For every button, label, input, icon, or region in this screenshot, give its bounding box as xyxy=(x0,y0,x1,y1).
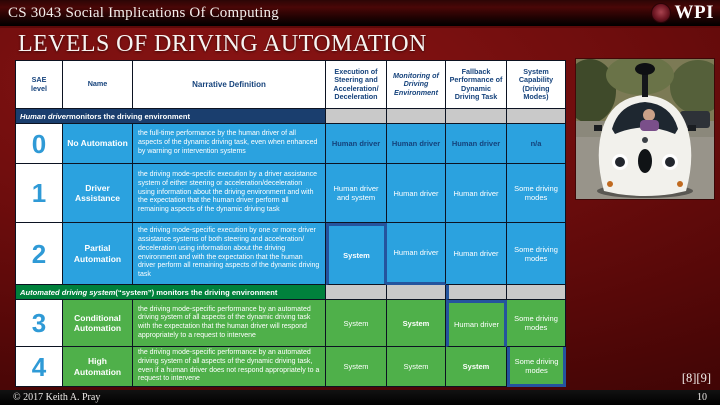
level-name: No Automation xyxy=(63,124,133,164)
front-sensor xyxy=(638,149,652,173)
level-name: Partial Automation xyxy=(63,223,133,285)
self-driving-car-illustration xyxy=(576,59,714,199)
col-header-narrative: Narrative Definition xyxy=(133,61,326,109)
cell-execution: System xyxy=(326,300,387,347)
lidar-sensor xyxy=(635,63,655,75)
section-spacer xyxy=(507,285,566,300)
cell-monitoring: Human driver xyxy=(387,164,446,223)
section-spacer xyxy=(387,285,446,300)
level-number: 2 xyxy=(16,223,63,285)
cell-monitoring: System xyxy=(387,300,446,347)
level-narrative: the driving mode-specific execution by a driver assistance system of either steering or acceleration/deceleration using information about the driving environment and with the expectation that the human driver perform all remaining aspects of the dynamic driving task xyxy=(133,164,326,223)
cell-execution: System xyxy=(326,223,387,285)
cell-monitoring: Human driver xyxy=(387,124,446,164)
cell-fallback: Human driver xyxy=(446,223,507,285)
col-header-name: Name xyxy=(63,61,133,109)
col-header-fallback: Fallback Performance of Dynamic Driving Task xyxy=(446,61,507,109)
cell-execution: System xyxy=(326,347,387,387)
cell-fallback: System xyxy=(446,347,507,387)
cell-capability: Some driving modes xyxy=(507,164,566,223)
cell-fallback: Human driver xyxy=(446,300,507,347)
level-name: Conditional Automation xyxy=(63,300,133,347)
col-header-monitoring: Monitoring of Driving Environment xyxy=(387,61,446,109)
section-header-human-rest: monitors the driving environment xyxy=(68,111,191,121)
level-number: 4 xyxy=(16,347,63,387)
cell-execution: Human driver and system xyxy=(326,164,387,223)
level-name: Driver Assistance xyxy=(63,164,133,223)
cell-capability: Some driving modes xyxy=(507,300,566,347)
wpi-logo xyxy=(651,2,715,24)
level-narrative: the driving mode-specific performance by an automated driving system of all aspects of the dynamic driving task, even if a human driver does not respond appropriately to a request to intervene xyxy=(133,347,326,387)
section-spacer xyxy=(326,109,387,124)
section-header-auto-em: Automated driving system xyxy=(20,287,116,297)
section-header-human-driver xyxy=(16,109,326,124)
section-header-human-em: Human driver xyxy=(20,111,69,121)
cell-capability: Some driving modes xyxy=(507,347,566,387)
self-driving-car-photo xyxy=(576,59,714,199)
level-narrative: the full-time performance by the human driver of all aspects of the dynamic driving task, even when enhanced by warning or intervention systems xyxy=(133,124,326,164)
cell-capability: n/a xyxy=(507,124,566,164)
slide-title: LEVELS OF DRIVING AUTOMATION xyxy=(18,31,427,57)
slide-footer-bar xyxy=(0,390,720,405)
cell-monitoring: System xyxy=(387,347,446,387)
headlight-right xyxy=(665,157,675,167)
level-name: High Automation xyxy=(63,347,133,387)
section-spacer xyxy=(326,285,387,300)
col-header-execution: Execution of Steering and Acceleration/ Deceleration xyxy=(326,61,387,109)
cell-monitoring: Human driver xyxy=(387,223,446,285)
wpi-seal-icon xyxy=(651,3,671,23)
wpi-logo-text: WPI xyxy=(674,2,714,23)
section-spacer xyxy=(446,109,507,124)
headlight-left xyxy=(615,157,625,167)
cell-execution: Human driver xyxy=(326,124,387,164)
slide-header-bar xyxy=(0,0,720,28)
cell-capability: Some driving modes xyxy=(507,223,566,285)
level-number: 0 xyxy=(16,124,63,164)
section-spacer xyxy=(387,109,446,124)
sae-automation-levels-table xyxy=(15,60,566,387)
col-header-sae-level: SAE level xyxy=(16,61,63,109)
col-header-capability: System Capability (Driving Modes) xyxy=(507,61,566,109)
cell-fallback: Human driver xyxy=(446,124,507,164)
page-number: 10 xyxy=(697,392,707,403)
level-number: 1 xyxy=(16,164,63,223)
level-narrative: the driving mode-specific performance by an automated driving system of all aspects of the dynamic driving task with the expectation that the human driver will respond appropriately to a request to intervene xyxy=(133,300,326,347)
passenger xyxy=(643,109,655,121)
section-spacer xyxy=(507,109,566,124)
section-header-auto-rest: (“system”) monitors the driving environment xyxy=(115,287,278,297)
cell-fallback: Human driver xyxy=(446,164,507,223)
section-header-automated-system xyxy=(16,285,326,300)
section-spacer xyxy=(446,285,507,300)
course-title: CS 3043 Social Implications Of Computing xyxy=(8,4,279,21)
level-narrative: the driving mode-specific execution by one or more driver assistance systems of both steering and acceleration/ deceleration using information about the driving environment and with the expectation that the human driver perform all remaining aspects of the dynamic driving task xyxy=(133,223,326,285)
level-number: 3 xyxy=(16,300,63,347)
citation-references: [8][9] xyxy=(681,371,711,385)
copyright-text: © 2017 Keith A. Pray xyxy=(13,392,101,403)
